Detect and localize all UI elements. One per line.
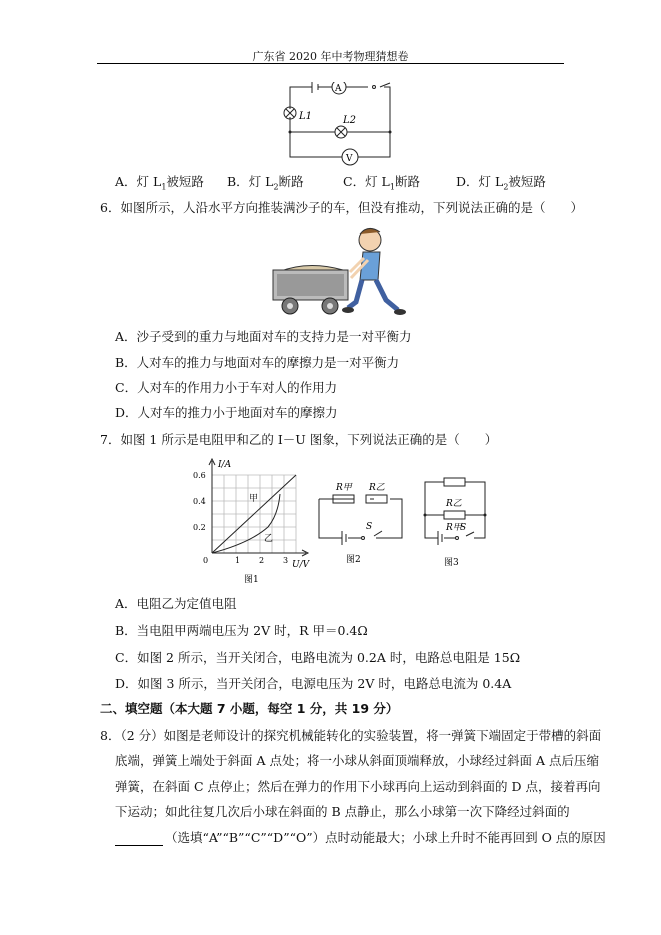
switch-label: S xyxy=(460,523,467,533)
l2-label: L2 xyxy=(343,115,357,126)
q6-option-a[interactable]: A．沙子受到的重力与地面对车的支持力是一对平衡力 xyxy=(115,329,412,344)
voltmeter-label: V xyxy=(346,154,353,164)
q8-line: 8．（2 分）如图是老师设计的探究机械能转化的实验装置，将一弹簧下端固定于带槽的斜面 xyxy=(100,728,602,743)
r-jia-label: R甲 xyxy=(446,523,462,533)
r-jia-label: R甲 xyxy=(336,483,352,493)
fig1-caption: 图1 xyxy=(244,575,259,585)
y-tick: 0.4 xyxy=(193,497,206,506)
x-tick: 3 xyxy=(283,556,289,565)
q7-option-b[interactable]: B．当电阻甲两端电压为 2V 时，R 甲＝0.4Ω xyxy=(115,623,368,638)
q5-option-a[interactable]: A．灯 $L_1$被短路 xyxy=(115,174,204,192)
x-tick: 2 xyxy=(259,556,265,565)
fig2-caption: 图2 xyxy=(346,555,361,565)
page-header: 广东省 2020 年中考物理猜想卷 xyxy=(252,50,409,63)
x-tick: 0 xyxy=(203,556,209,565)
curve-label-jia: 甲 xyxy=(249,494,259,504)
x-tick: 1 xyxy=(235,556,241,565)
x-axis-label: U/V xyxy=(292,560,310,570)
q8-line-text: （选填“A”“B”“C”“D”“O”）点时动能最大；小球上升时不能再回到 O 点的原因 xyxy=(165,830,606,845)
section-heading: 二、填空题（本大题 7 小题，每空 1 分，共 19 分） xyxy=(100,701,399,716)
q8-line: 弹簧，在斜面 C 点停止；然后在弹力的作用下小球再向上运动到斜面的 D 点，接着再向 xyxy=(115,779,601,794)
circuit-fig3 xyxy=(422,475,492,575)
header-divider xyxy=(97,63,564,64)
switch-label: S xyxy=(366,522,373,532)
r-yi-label: R乙 xyxy=(369,483,385,493)
q7-option-a[interactable]: A．电阻乙为定值电阻 xyxy=(115,596,237,611)
q5-option-b[interactable]: B．灯 $L_2$断路 xyxy=(227,174,304,192)
q7-stem: 7．如图 1 所示是电阻甲和乙的 I－U 图象，下列说法正确的是（ ） xyxy=(100,432,498,447)
y-tick: 0.6 xyxy=(193,471,206,480)
q7-option-c[interactable]: C．如图 2 所示，当开关闭合，电路电流为 0.2A 时，电路总电阻是 15Ω xyxy=(115,650,521,665)
q5-option-c[interactable]: C．灯 $L_1$断路 xyxy=(343,174,420,192)
q6-option-d[interactable]: D．人对车的推力小于地面对车的摩擦力 xyxy=(115,405,338,420)
q5-option-d[interactable]: D．灯 $L_2$被短路 xyxy=(456,174,546,192)
q8-line: 底端，弹簧上端处于斜面 A 点处；将一小球从斜面顶端释放，小球经过斜面 A 点后压缩 xyxy=(115,753,599,768)
q6-stem: 6．如图所示，人沿水平方向推装满沙子的车，但没有推动，下列说法正确的是（ ） xyxy=(100,200,583,215)
fig3-caption: 图3 xyxy=(444,558,459,568)
y-tick: 0.2 xyxy=(193,523,206,532)
q8-line-last xyxy=(115,830,606,846)
answer-blank[interactable] xyxy=(115,833,163,846)
q6-option-c[interactable]: C．人对车的作用力小于车对人的作用力 xyxy=(115,380,338,395)
ammeter-label: A xyxy=(335,84,342,94)
r-yi-label: R乙 xyxy=(446,499,462,509)
iu-graph-fig1 xyxy=(190,455,315,587)
cart-pushing-illustration xyxy=(268,222,413,318)
q8-line: 下运动；如此往复几次后小球在斜面的 B 点静止，那么小球第一次下降经过斜面的 xyxy=(115,804,570,819)
circuit-fig2 xyxy=(316,475,406,565)
q6-option-b[interactable]: B．人对车的推力与地面对车的摩擦力是一对平衡力 xyxy=(115,355,400,370)
l1-label: L1 xyxy=(299,111,313,122)
curve-label-yi: 乙 xyxy=(264,534,274,544)
q7-option-d[interactable]: D．如图 3 所示，当开关闭合，电源电压为 2V 时，电路总电流为 0.4A xyxy=(115,676,512,691)
q5-circuit-diagram xyxy=(280,82,400,172)
y-axis-label: I/A xyxy=(218,460,232,470)
